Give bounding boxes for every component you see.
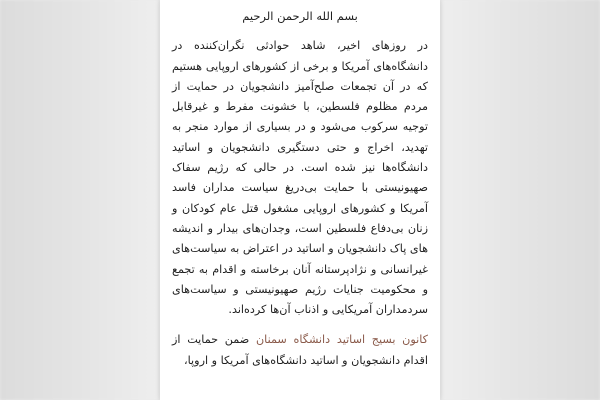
document-page bbox=[160, 0, 440, 400]
document-body bbox=[160, 0, 440, 371]
left-background-blur bbox=[0, 0, 158, 400]
paragraph-2-text: ضمن حمایت از اقدام دانشجویان و اساتید دانشگاه‌های آمریکا و اروپا، bbox=[172, 333, 428, 367]
paragraph-2 bbox=[172, 330, 428, 371]
document-heading: بسم الله الرحمن الرحیم bbox=[242, 9, 358, 23]
right-background-blur bbox=[442, 0, 600, 400]
organization-name: کانون بسیج اساتید دانشگاه سمنان bbox=[255, 333, 428, 347]
paragraph-1: در روزهای اخیر، شاهد حوادثی نگران‌کننده در دانشگاه‌های آمریکا و برخی از کشورهای اروپایی هستیم که در آن تجمعات صلح‌آمیز دانشجویان در حمایت از مردم مظلوم فلسطین، با خشونت مفرط و غیرقابل توجیه سرکوب می‌شود و در بسیاری از موارد منجر به تهدید، اخراج و حتی دستگیری دانشجویان و اساتید دانشگاه‌ها نیز شده است. در حالی که رژیم سفاک صهیونیستی با حمایت بی‌دریغ سیاست مداران فاسد آمریکا و کشورهای اروپایی مشغول قتل عام کودکان و زنان بی‌دفاع فلسطین است، وجدان‌های بیدار و اندیشه های پاک دانشجویان و اساتید در اعتراض به سیاست‌های غیرانسانی و نژادپرستانه آنان برخاسته و اقدام به تجمع و محکومیت جنایات رژیم صهیونیستی و سیاست‌های سردمداران آمریکایی و اذناب آن‌ها کرده‌اند. bbox=[172, 39, 428, 317]
